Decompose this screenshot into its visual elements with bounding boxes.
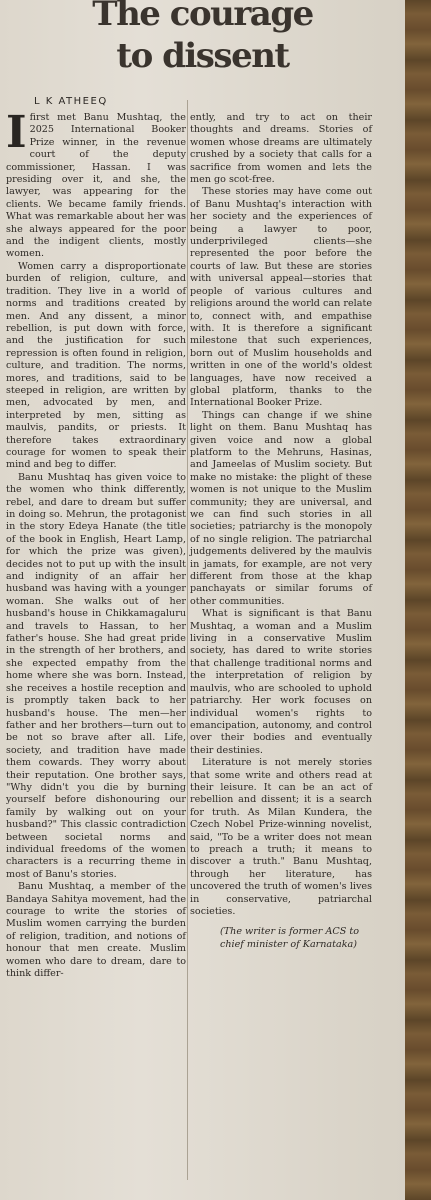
paragraph: What is significant is that Banu Mushtaq, a woman and a Muslim living in a conservative Muslim society, has dared to write stories that challenge traditional norms and the interpretation of religion by maulvis, who are schooled to uphold patriarchy. Her work focuses on individual women's rights to emancipation, autonomy, and control over their bodies and eventually their destinies. (190, 608, 372, 756)
paragraph: ently, and try to act on their thoughts and dreams. Stories of women whose dreams are ultimately crushed by a society that calls for a sacrifice from women and lets the men go scot-free. (190, 112, 372, 186)
paragraph: Ifirst met Banu Mushtaq, the 2025 International Booker Prize winner, in the revenue court of the deputy commissioner, Hassan. I was presiding over it, and she, the lawyer, was appearing for the clients. We became family friends. What was remarkable about her was she always appeared for the poor and the indigent clients, mostly women. (6, 107, 186, 260)
drop-cap: I (6, 107, 27, 158)
byline: L K ATHEEQ (34, 96, 108, 107)
article-column-1 (6, 107, 186, 980)
article-column-2 (190, 112, 372, 951)
paragraph: Things can change if we shine light on them. Banu Mushtaq has given voice and now a global platform to the Mehruns, Hasinas, and Jameelas of Muslim society. But make no mistake: the plight of these women is not unique to the Muslim community; they are universal, and we can find such stories in all societies; patriarchy is the monopoly of no single religion. The patriarchal judgements delivered by the maulvis in jamats, for example, are not very different from those at the khap panchayats or similar forums of other communities. (190, 409, 372, 607)
wooden-table-edge (405, 0, 431, 1200)
author-note: (The writer is former ACS to chief minister of Karnataka) (220, 926, 359, 950)
paragraph: Banu Mushtaq has given voice to the women who think differently, rebel, and dare to dream but suffer in doing so. Mehrun, the protagonist in the story Edeya Hanate (the title of the book in English, Heart Lamp, for which the prize was given), decides not to put up with the insult and indignity of an affair her husband was having with a younger woman. She walks out of her husband's house in Chikkamagaluru and travels to Hassan, to her father's house. She had great pride in the strength of her brothers, and she expected empathy from the home where she was born. Instead, she receives a hostile reception and is promptly taken back to her husband's house. The men—her father and her brothers—turn out to be not so brave after all. Life, society, and tradition have made them cowards. They worry about their reputation. One brother says, "Why didn't you die by burning yourself before dishonouring our family by walking out on your husband?" This classic contradiction between societal norms and individual freedoms of the women characters is a recurring theme in most of Banu's stories. (6, 471, 186, 880)
paragraph: Banu Mushtaq, a member of the Bandaya Sahitya movement, had the courage to write the stories of Muslim women carrying the burden of religion, tradition, and notions of honour that men create. Muslim women who dare to dream, dare to think differ- (6, 881, 186, 980)
paragraph: Literature is not merely stories that some write and others read at their leisure. It can be an act of rebellion and dissent; it is a search for truth. As Milan Kundera, the Czech Nobel Prize-winning novelist, said, "To be a writer does not mean to preach a truth; it means to discover a truth." Banu Mushtaq, through her literature, has uncovered the truth of women's lives in conservative, patriarchal societies. (190, 757, 372, 917)
headline-line-2: to dissent (116, 36, 289, 76)
column-divider (187, 100, 188, 1180)
headline-line-1: The courage (92, 0, 313, 34)
paragraph: Women carry a disproportionate burden of religion, culture, and tradition. They live in a world of norms and traditions created by men. And any dissent, a minor rebellion, is put down with force, and the justification for such repression is often found in religion, culture, and tradition. The norms, mores, and traditions, said to be steeped in religion, are written by men, advocated by men, and interpreted by men, sitting as maulvis, pandits, or priests. It therefore takes extraordinary courage for women to speak their mind and beg to differ. (6, 260, 186, 471)
paragraph: These stories may have come out of Banu Mushtaq's interaction with her society and the experiences of being a lawyer to poor, underprivileged clients—she represented the poor before the courts of law. But these are stories with universal appeal—stories that people of various cultures and religions around the world can relate to, connect with, and empathise with. It is therefore a significant milestone that such experiences, born out of Muslim households and written in one of the world's oldest languages, have now received a global platform, thanks to the International Booker Prize. (190, 186, 372, 409)
